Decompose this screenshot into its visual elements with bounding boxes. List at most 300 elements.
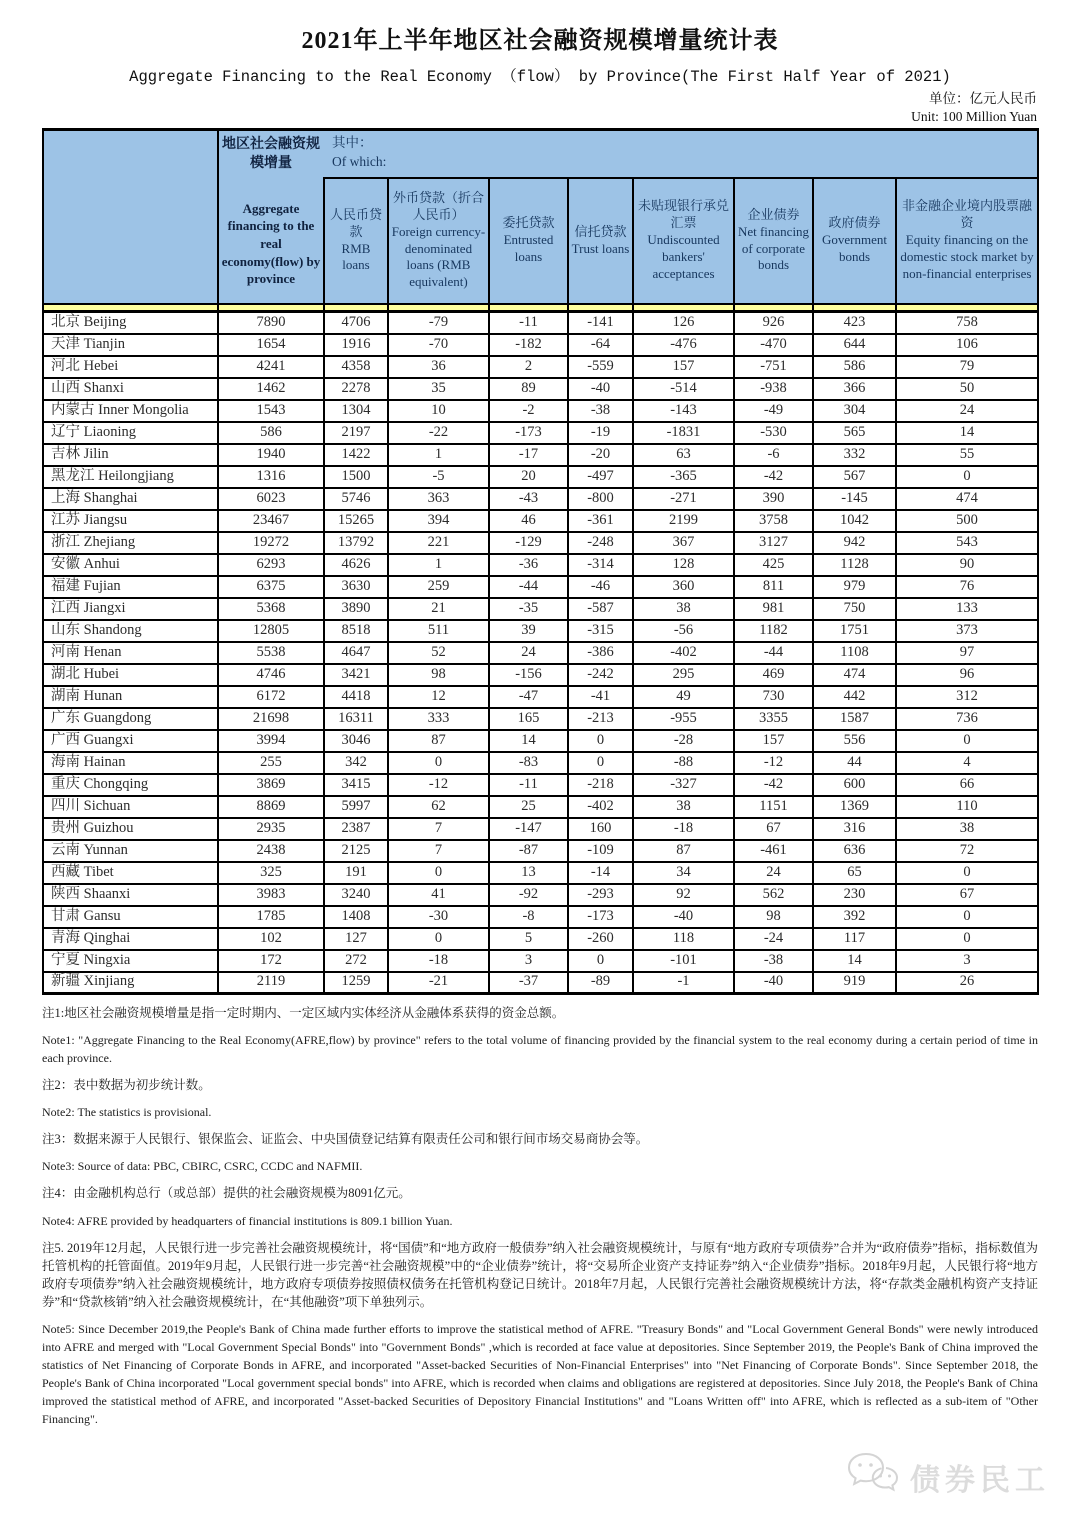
value-cell: 556 xyxy=(813,730,896,752)
column-header: 企业债券 Net financing of corporate bonds xyxy=(734,178,813,304)
value-cell: -35 xyxy=(489,598,568,620)
value-cell: -44 xyxy=(734,642,813,664)
value-cell: -44 xyxy=(489,576,568,598)
value-cell: -461 xyxy=(734,840,813,862)
province-cell: 广东 Guangdong xyxy=(43,708,218,730)
value-cell: 3240 xyxy=(324,884,388,906)
value-cell: 0 xyxy=(568,730,633,752)
table-row xyxy=(43,708,1038,730)
table-row xyxy=(43,796,1038,818)
value-cell: -12 xyxy=(734,752,813,774)
value-cell: 1369 xyxy=(813,796,896,818)
value-cell: -83 xyxy=(489,752,568,774)
value-cell: 4241 xyxy=(218,356,324,378)
value-cell: 21 xyxy=(388,598,489,620)
value-cell: -49 xyxy=(734,400,813,422)
value-cell: 1785 xyxy=(218,906,324,928)
aggregate-header-en: Aggregate financing to the real economy(flow) by province xyxy=(221,200,321,287)
value-cell: 500 xyxy=(896,510,1038,532)
value-cell: 562 xyxy=(734,884,813,906)
value-cell: 3355 xyxy=(734,708,813,730)
value-cell: 3890 xyxy=(324,598,388,620)
value-cell: 87 xyxy=(388,730,489,752)
corner-cell xyxy=(43,130,218,304)
value-cell: 3421 xyxy=(324,664,388,686)
table-row xyxy=(43,972,1038,994)
value-cell: -38 xyxy=(568,400,633,422)
afre-table xyxy=(42,128,1039,995)
table-row xyxy=(43,334,1038,356)
value-cell: 4746 xyxy=(218,664,324,686)
value-cell: 332 xyxy=(813,444,896,466)
value-cell: 133 xyxy=(896,598,1038,620)
value-cell: 23467 xyxy=(218,510,324,532)
value-cell: -40 xyxy=(734,972,813,994)
province-cell: 湖南 Hunan xyxy=(43,686,218,708)
value-cell: 3630 xyxy=(324,576,388,598)
value-cell: -56 xyxy=(633,620,734,642)
province-cell: 湖北 Hubei xyxy=(43,664,218,686)
value-cell: 38 xyxy=(896,818,1038,840)
value-cell: 128 xyxy=(633,554,734,576)
yellow-stripe-row xyxy=(43,304,1038,312)
value-cell: -242 xyxy=(568,664,633,686)
value-cell: -497 xyxy=(568,466,633,488)
value-cell: 312 xyxy=(896,686,1038,708)
value-cell: 1042 xyxy=(813,510,896,532)
stripe-cell xyxy=(896,304,1038,312)
value-cell: -109 xyxy=(568,840,633,862)
value-cell: 3 xyxy=(489,950,568,972)
value-cell: 8518 xyxy=(324,620,388,642)
value-cell: 1940 xyxy=(218,444,324,466)
value-cell: -530 xyxy=(734,422,813,444)
value-cell: -315 xyxy=(568,620,633,642)
value-cell: 1462 xyxy=(218,378,324,400)
value-cell: 979 xyxy=(813,576,896,598)
stripe-cell xyxy=(43,304,218,312)
value-cell: 96 xyxy=(896,664,1038,686)
value-cell: -1831 xyxy=(633,422,734,444)
table-row xyxy=(43,356,1038,378)
value-cell: 12 xyxy=(388,686,489,708)
table-row xyxy=(43,378,1038,400)
value-cell: -800 xyxy=(568,488,633,510)
value-cell: 1316 xyxy=(218,466,324,488)
value-cell: 20 xyxy=(489,466,568,488)
value-cell: -314 xyxy=(568,554,633,576)
value-cell: 333 xyxy=(388,708,489,730)
value-cell: 0 xyxy=(388,928,489,950)
value-cell: 2278 xyxy=(324,378,388,400)
province-cell: 山西 Shanxi xyxy=(43,378,218,400)
province-cell: 山东 Shandong xyxy=(43,620,218,642)
value-cell: 360 xyxy=(633,576,734,598)
aggregate-header-cell xyxy=(218,130,324,304)
table-row xyxy=(43,620,1038,642)
value-cell: -14 xyxy=(568,862,633,884)
value-cell: 46 xyxy=(489,510,568,532)
value-cell: -293 xyxy=(568,884,633,906)
table-row xyxy=(43,840,1038,862)
value-cell: 1108 xyxy=(813,642,896,664)
value-cell: 4647 xyxy=(324,642,388,664)
value-cell: 469 xyxy=(734,664,813,686)
value-cell: -46 xyxy=(568,576,633,598)
value-cell: 1587 xyxy=(813,708,896,730)
province-cell: 陕西 Shaanxi xyxy=(43,884,218,906)
value-cell: 942 xyxy=(813,532,896,554)
value-cell: 24 xyxy=(489,642,568,664)
value-cell: 511 xyxy=(388,620,489,642)
value-cell: -147 xyxy=(489,818,568,840)
column-header: 政府债券 Government bonds xyxy=(813,178,896,304)
value-cell: 7 xyxy=(388,818,489,840)
value-cell: -8 xyxy=(489,906,568,928)
value-cell: 1128 xyxy=(813,554,896,576)
province-cell: 北京 Beijing xyxy=(43,312,218,334)
value-cell: 295 xyxy=(633,664,734,686)
value-cell: 221 xyxy=(388,532,489,554)
province-cell: 青海 Qinghai xyxy=(43,928,218,950)
table-row xyxy=(43,950,1038,972)
value-cell: 2935 xyxy=(218,818,324,840)
value-cell: -6 xyxy=(734,444,813,466)
value-cell: 118 xyxy=(633,928,734,950)
stripe-cell xyxy=(734,304,813,312)
value-cell: -28 xyxy=(633,730,734,752)
table-row xyxy=(43,642,1038,664)
value-cell: 750 xyxy=(813,598,896,620)
value-cell: -402 xyxy=(568,796,633,818)
value-cell: 65 xyxy=(813,862,896,884)
value-cell: -271 xyxy=(633,488,734,510)
value-cell: 425 xyxy=(734,554,813,576)
value-cell: 981 xyxy=(734,598,813,620)
value-cell: 0 xyxy=(896,730,1038,752)
value-cell: 41 xyxy=(388,884,489,906)
province-cell: 上海 Shanghai xyxy=(43,488,218,510)
value-cell: -143 xyxy=(633,400,734,422)
value-cell: 2125 xyxy=(324,840,388,862)
value-cell: 14 xyxy=(896,422,1038,444)
value-cell: 736 xyxy=(896,708,1038,730)
of-which-cn: 其中： xyxy=(332,135,373,151)
province-cell: 天津 Tianjin xyxy=(43,334,218,356)
table-row xyxy=(43,532,1038,554)
value-cell: 0 xyxy=(896,466,1038,488)
value-cell: 2387 xyxy=(324,818,388,840)
value-cell: 25 xyxy=(489,796,568,818)
value-cell: 13 xyxy=(489,862,568,884)
province-cell: 河北 Hebei xyxy=(43,356,218,378)
value-cell: -70 xyxy=(388,334,489,356)
value-cell: 390 xyxy=(734,488,813,510)
value-cell: 2119 xyxy=(218,972,324,994)
value-cell: -386 xyxy=(568,642,633,664)
table-row xyxy=(43,862,1038,884)
value-cell: 1654 xyxy=(218,334,324,356)
value-cell: 38 xyxy=(633,598,734,620)
province-cell: 江苏 Jiangsu xyxy=(43,510,218,532)
note-3-cn: 注3：数据来源于人民银行、银保监会、证监会、中央国债登记结算有限责任公司和银行间市场交易商协会等。 xyxy=(42,1132,649,1147)
value-cell: 363 xyxy=(388,488,489,510)
value-cell: 3869 xyxy=(218,774,324,796)
value-cell: 325 xyxy=(218,862,324,884)
value-cell: 6375 xyxy=(218,576,324,598)
unit-label-cn: 单位：亿元人民币 xyxy=(929,91,1037,106)
value-cell: 3983 xyxy=(218,884,324,906)
table-row xyxy=(43,312,1038,334)
table-row xyxy=(43,906,1038,928)
value-cell: -751 xyxy=(734,356,813,378)
province-cell: 黑龙江 Heilongjiang xyxy=(43,466,218,488)
value-cell: -21 xyxy=(388,972,489,994)
value-cell: 35 xyxy=(388,378,489,400)
province-cell: 安徽 Anhui xyxy=(43,554,218,576)
value-cell: -145 xyxy=(813,488,896,510)
value-cell: -173 xyxy=(489,422,568,444)
stripe-cell xyxy=(813,304,896,312)
value-cell: 89 xyxy=(489,378,568,400)
unit-block xyxy=(0,90,1037,125)
value-cell: -476 xyxy=(633,334,734,356)
value-cell: 5368 xyxy=(218,598,324,620)
value-cell: -30 xyxy=(388,906,489,928)
value-cell: -2 xyxy=(489,400,568,422)
province-cell: 新疆 Xinjiang xyxy=(43,972,218,994)
column-header: 非金融企业境内股票融资 Equity financing on the domestic stock market by non-financial enterprises xyxy=(896,178,1038,304)
value-cell: -938 xyxy=(734,378,813,400)
value-cell: 2 xyxy=(489,356,568,378)
value-cell: 21698 xyxy=(218,708,324,730)
value-cell: 0 xyxy=(896,928,1038,950)
value-cell: 49 xyxy=(633,686,734,708)
value-cell: 1408 xyxy=(324,906,388,928)
table-row xyxy=(43,774,1038,796)
value-cell: 24 xyxy=(896,400,1038,422)
column-header: 信托贷款 Trust loans xyxy=(568,178,633,304)
table-row xyxy=(43,818,1038,840)
value-cell: -248 xyxy=(568,532,633,554)
value-cell: 2438 xyxy=(218,840,324,862)
value-cell: 127 xyxy=(324,928,388,950)
province-cell: 江西 Jiangxi xyxy=(43,598,218,620)
value-cell: 230 xyxy=(813,884,896,906)
value-cell: -42 xyxy=(734,774,813,796)
value-cell: 26 xyxy=(896,972,1038,994)
value-cell: -92 xyxy=(489,884,568,906)
value-cell: 7890 xyxy=(218,312,324,334)
value-cell: 98 xyxy=(734,906,813,928)
value-cell: 87 xyxy=(633,840,734,862)
province-cell: 重庆 Chongqing xyxy=(43,774,218,796)
stripe-cell xyxy=(489,304,568,312)
value-cell: 3046 xyxy=(324,730,388,752)
value-cell: 110 xyxy=(896,796,1038,818)
note-2-en: Note2: The statistics is provisional. xyxy=(42,1105,212,1120)
value-cell: 342 xyxy=(324,752,388,774)
value-cell: -19 xyxy=(568,422,633,444)
value-cell: -156 xyxy=(489,664,568,686)
value-cell: 1916 xyxy=(324,334,388,356)
value-cell: 157 xyxy=(633,356,734,378)
value-cell: 6023 xyxy=(218,488,324,510)
value-cell: 160 xyxy=(568,818,633,840)
value-cell: 4358 xyxy=(324,356,388,378)
province-cell: 内蒙古 Inner Mongolia xyxy=(43,400,218,422)
value-cell: -129 xyxy=(489,532,568,554)
unit-label-en: Unit: 100 Million Yuan xyxy=(911,108,1037,124)
value-cell: 67 xyxy=(896,884,1038,906)
table-row xyxy=(43,554,1038,576)
value-cell: 636 xyxy=(813,840,896,862)
value-cell: 1 xyxy=(388,554,489,576)
value-cell: -64 xyxy=(568,334,633,356)
table-row xyxy=(43,422,1038,444)
watermark-text: 债券民工 xyxy=(910,1463,1050,1497)
value-cell: 5538 xyxy=(218,642,324,664)
stripe-cell xyxy=(218,304,324,312)
province-cell: 吉林 Jilin xyxy=(43,444,218,466)
value-cell: 304 xyxy=(813,400,896,422)
value-cell: 126 xyxy=(633,312,734,334)
value-cell: 3415 xyxy=(324,774,388,796)
province-cell: 甘肃 Gansu xyxy=(43,906,218,928)
value-cell: 474 xyxy=(896,488,1038,510)
value-cell: 55 xyxy=(896,444,1038,466)
value-cell: -218 xyxy=(568,774,633,796)
province-cell: 海南 Hainan xyxy=(43,752,218,774)
value-cell: -101 xyxy=(633,950,734,972)
value-cell: -36 xyxy=(489,554,568,576)
table-row xyxy=(43,884,1038,906)
province-cell: 河南 Henan xyxy=(43,642,218,664)
value-cell: 272 xyxy=(324,950,388,972)
note-1-cn: 注1:地区社会融资规模增量是指一定时期内、一定区域内实体经济从金融体系获得的资金总额。 xyxy=(42,1006,565,1021)
value-cell: 4706 xyxy=(324,312,388,334)
value-cell: 366 xyxy=(813,378,896,400)
value-cell: 1151 xyxy=(734,796,813,818)
stripe-cell xyxy=(568,304,633,312)
note-1-en: Note1: "Aggregate Financing to the Real Economy(AFRE,flow) by province" refers to the total volume of financing provided by the financial system to the real economy during a certain period of time in each province. xyxy=(42,1033,1038,1066)
value-cell: 423 xyxy=(813,312,896,334)
table-row xyxy=(43,466,1038,488)
value-cell: 586 xyxy=(218,422,324,444)
value-cell: 13792 xyxy=(324,532,388,554)
value-cell: 67 xyxy=(734,818,813,840)
value-cell: 316 xyxy=(813,818,896,840)
notes-section xyxy=(42,1004,1038,1428)
value-cell: 1751 xyxy=(813,620,896,642)
note-5-en: Note5: Since December 2019,the People's Bank of China made further efforts to improve the statistical method of AFRE. "Treasury Bonds" and "Local Government General Bonds" were newly introduced into AFRE and merged with "Local Government Special Bonds" into "Government Bonds" ,which is recorded at face value at depositories. Since September 2019, the People's Bank of China improved the statistics of Net Financing of Corporate Bonds in AFRE, and incorporated "Asset-backed Securities of Non-Financial Enterprises" into "Net Financing of Corporate Bonds". Since September 2018, the People's Bank of China incorporated "Local government special bonds" into AFRE, which is recorded when claims and obligations are registered at depositories. Since July 2018, the People's Bank of China improved the statistical method of AFRE, and incorporated "Asset-backed Securities of Depository Financial Institutions" and "Loans Written off" into AFRE, which is reflected as a sub-item of "Other Financing". xyxy=(42,1322,1038,1427)
value-cell: 394 xyxy=(388,510,489,532)
value-cell: 392 xyxy=(813,906,896,928)
value-cell: 4626 xyxy=(324,554,388,576)
value-cell: 4418 xyxy=(324,686,388,708)
value-cell: -88 xyxy=(633,752,734,774)
value-cell: 191 xyxy=(324,862,388,884)
value-cell: 62 xyxy=(388,796,489,818)
value-cell: 367 xyxy=(633,532,734,554)
value-cell: 8869 xyxy=(218,796,324,818)
province-cell: 云南 Yunnan xyxy=(43,840,218,862)
value-cell: -18 xyxy=(388,950,489,972)
value-cell: 12805 xyxy=(218,620,324,642)
column-header: 委托贷款 Entrusted loans xyxy=(489,178,568,304)
value-cell: -20 xyxy=(568,444,633,466)
value-cell: 72 xyxy=(896,840,1038,862)
value-cell: 2197 xyxy=(324,422,388,444)
value-cell: 5997 xyxy=(324,796,388,818)
value-cell: 442 xyxy=(813,686,896,708)
of-which-cell xyxy=(324,130,1038,178)
value-cell: -182 xyxy=(489,334,568,356)
value-cell: -22 xyxy=(388,422,489,444)
table-row xyxy=(43,752,1038,774)
value-cell: 92 xyxy=(633,884,734,906)
value-cell: 567 xyxy=(813,466,896,488)
value-cell: 474 xyxy=(813,664,896,686)
value-cell: -5 xyxy=(388,466,489,488)
column-header: 人民币贷款 RMB loans xyxy=(324,178,388,304)
value-cell: 0 xyxy=(388,862,489,884)
value-cell: 10 xyxy=(388,400,489,422)
of-which-en: Of which: xyxy=(332,153,387,169)
value-cell: 0 xyxy=(388,752,489,774)
table-body xyxy=(43,312,1038,994)
value-cell: -141 xyxy=(568,312,633,334)
value-cell: 76 xyxy=(896,576,1038,598)
note-4-en: Note4: AFRE provided by headquarters of financial institutions is 809.1 billion Yuan. xyxy=(42,1213,453,1228)
stripe-cell xyxy=(633,304,734,312)
value-cell: 16311 xyxy=(324,708,388,730)
value-cell: -587 xyxy=(568,598,633,620)
value-cell: 0 xyxy=(896,862,1038,884)
column-header: 未贴现银行承兑汇票 Undiscounted bankers' acceptances xyxy=(633,178,734,304)
value-cell: 255 xyxy=(218,752,324,774)
table-row xyxy=(43,488,1038,510)
value-cell: -87 xyxy=(489,840,568,862)
value-cell: -12 xyxy=(388,774,489,796)
value-cell: -42 xyxy=(734,466,813,488)
value-cell: 36 xyxy=(388,356,489,378)
province-cell: 西藏 Tibet xyxy=(43,862,218,884)
value-cell: 39 xyxy=(489,620,568,642)
value-cell: -43 xyxy=(489,488,568,510)
value-cell: -41 xyxy=(568,686,633,708)
value-cell: -79 xyxy=(388,312,489,334)
value-cell: 52 xyxy=(388,642,489,664)
value-cell: 586 xyxy=(813,356,896,378)
value-cell: 926 xyxy=(734,312,813,334)
value-cell: 1182 xyxy=(734,620,813,642)
province-cell: 宁夏 Ningxia xyxy=(43,950,218,972)
stripe-cell xyxy=(388,304,489,312)
value-cell: 600 xyxy=(813,774,896,796)
value-cell: -361 xyxy=(568,510,633,532)
value-cell: 5 xyxy=(489,928,568,950)
value-cell: 1500 xyxy=(324,466,388,488)
province-cell: 贵州 Guizhou xyxy=(43,818,218,840)
value-cell: 811 xyxy=(734,576,813,598)
value-cell: -18 xyxy=(633,818,734,840)
column-header: 外币贷款（折合人民币） Foreign currency-denominated loans (RMB equivalent) xyxy=(388,178,489,304)
value-cell: 3994 xyxy=(218,730,324,752)
value-cell: 172 xyxy=(218,950,324,972)
value-cell: -213 xyxy=(568,708,633,730)
value-cell: -47 xyxy=(489,686,568,708)
